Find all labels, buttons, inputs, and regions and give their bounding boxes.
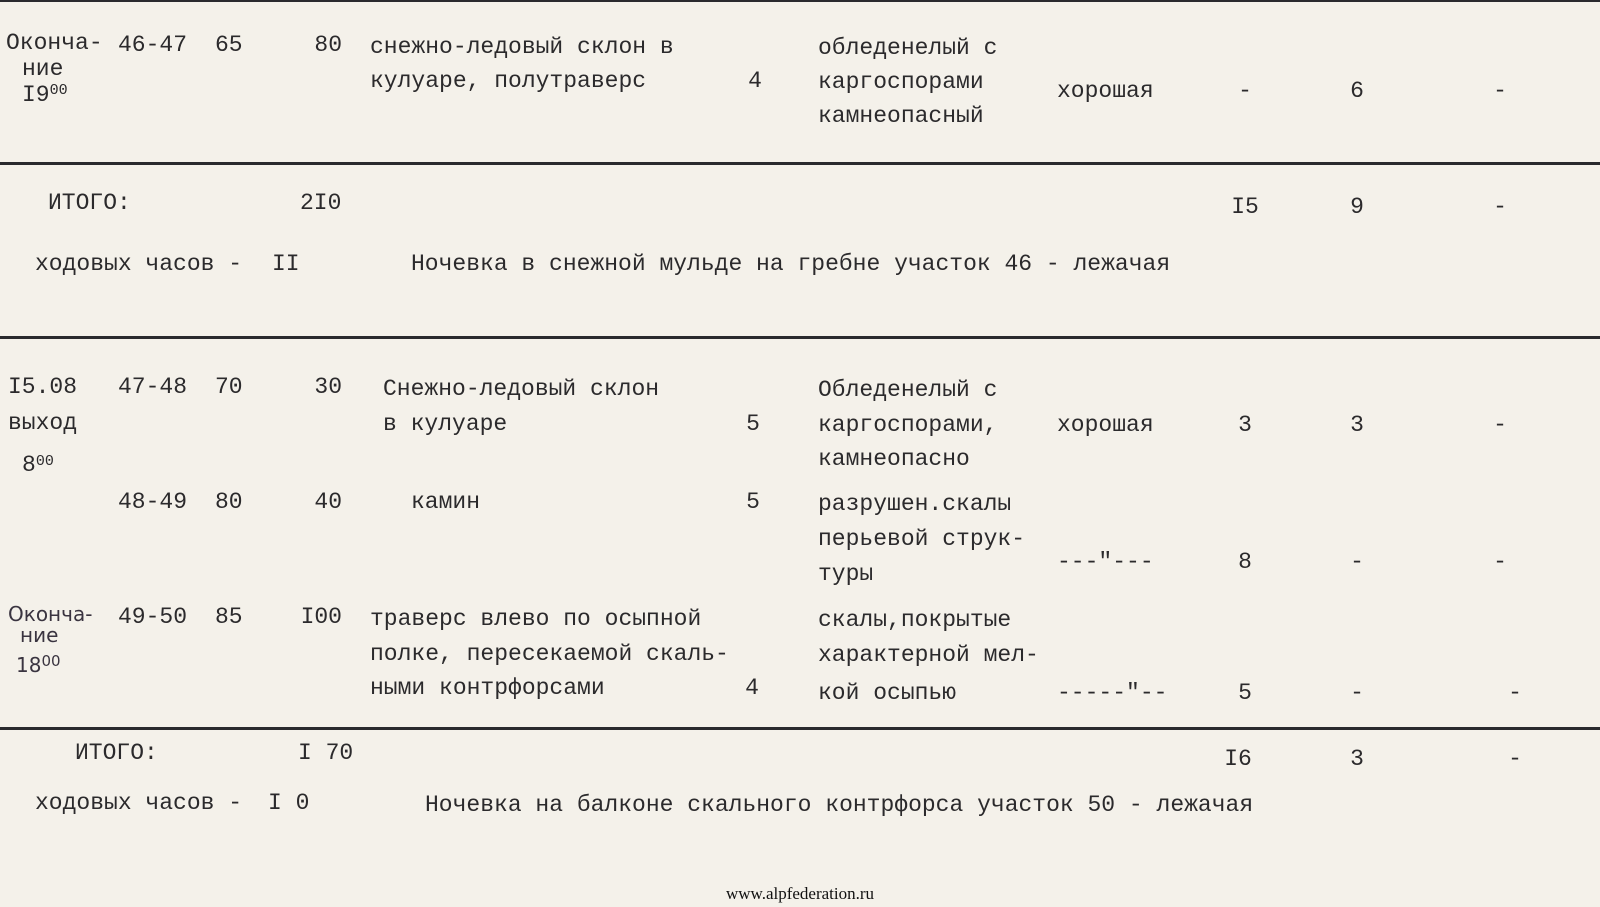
b2-r2-category: 5 bbox=[746, 489, 760, 515]
b2-r1-category: 5 bbox=[746, 411, 760, 437]
b2-r2-hooks-bolt: - bbox=[1493, 549, 1507, 575]
b2-r1-cond-l3: камнеопасно bbox=[818, 446, 970, 472]
b1-r1-cond-l3: камнеопасный bbox=[818, 103, 984, 129]
b2-r3-category: 4 bbox=[745, 675, 759, 701]
b1-r1-category: 4 bbox=[748, 68, 762, 94]
b2-r3-relief-l2: полке, пересекаемой скаль- bbox=[370, 641, 729, 667]
b2-r1-angle: 70 bbox=[215, 374, 243, 400]
rule-after-block2 bbox=[0, 727, 1600, 730]
b2-r1-cond-l2: каргоспорами, bbox=[818, 412, 998, 438]
b2-r3-relief-l3: ными контрфорсами bbox=[370, 675, 605, 701]
b1-r1-section: 46-47 bbox=[118, 32, 188, 58]
b2-bivouac: Ночевка на балконе скального контрфорса участок 50 - лежачая bbox=[425, 792, 1254, 818]
b2-r1-when-l1: I5.08 bbox=[8, 374, 78, 400]
b2-r3-section: 49-50 bbox=[118, 604, 188, 630]
b2-r3-hooks-rock: 5 bbox=[1238, 680, 1252, 706]
b1-r1-relief-l1: снежно-ледовый склон в bbox=[370, 34, 674, 60]
b1-r1-relief-l2: кулуаре, полутраверс bbox=[370, 68, 647, 94]
b2-r3-when-l1: Оконча- bbox=[8, 602, 93, 626]
b2-r3-length: I00 bbox=[300, 604, 342, 630]
b2-r3-cond-l2: характерной мел- bbox=[818, 642, 1039, 668]
b2-r1-relief-l2: в кулуаре bbox=[383, 411, 508, 437]
b2-r3-cond-l1: скалы,покрытые bbox=[818, 607, 1012, 633]
b1-total-length: 2I0 bbox=[300, 190, 342, 216]
b2-r2-length: 40 bbox=[314, 489, 342, 515]
b1-r1-cond-l2: каргоспорами bbox=[818, 69, 984, 95]
b2-r3-when-time: $18^{00}$ bbox=[16, 652, 61, 677]
b1-hours-value: II bbox=[272, 251, 300, 277]
b1-r1-weather: хорошая bbox=[1057, 78, 1154, 104]
rule-top bbox=[0, 0, 1600, 2]
b2-total-hooks-bolt: - bbox=[1508, 746, 1522, 772]
b2-total-label: ИТОГО: bbox=[75, 740, 158, 766]
b2-r2-angle: 80 bbox=[215, 489, 243, 515]
b2-r1-section: 47-48 bbox=[118, 374, 188, 400]
b1-r1-angle: 65 bbox=[215, 32, 243, 58]
b1-r1-when-l1: Оконча- bbox=[6, 30, 103, 56]
b1-hours-label: ходовых часов - bbox=[35, 251, 243, 277]
b2-r1-when-l2: выход bbox=[8, 410, 78, 436]
b2-r3-when-l2: ние bbox=[20, 623, 59, 647]
b1-total-hooks-rock: I5 bbox=[1231, 194, 1259, 220]
b1-r1-when-time: $I9^{00}$ bbox=[22, 82, 68, 108]
b2-r1-length: 30 bbox=[314, 374, 342, 400]
b2-r1-cond-l1: Обледенелый с bbox=[818, 377, 998, 403]
b2-r3-relief-l1: траверс влево по осыпной bbox=[370, 606, 702, 632]
b1-total-label: ИТОГО: bbox=[48, 190, 131, 216]
b2-r2-weather: ---"--- bbox=[1057, 549, 1154, 575]
b2-hours-value: I 0 bbox=[268, 790, 310, 816]
b2-r1-hooks-ice: 3 bbox=[1350, 412, 1364, 438]
b2-r2-cond-l3: туры bbox=[818, 561, 874, 587]
b2-r1-relief-l1: Снежно-ледовый склон bbox=[383, 376, 660, 402]
b2-r1-when-time: $8^{00}$ bbox=[22, 452, 54, 478]
rule-before-block2 bbox=[0, 336, 1600, 339]
b2-r2-section: 48-49 bbox=[118, 489, 188, 515]
b2-r1-hooks-rock: 3 bbox=[1238, 412, 1252, 438]
b1-total-hooks-ice: 9 bbox=[1350, 194, 1364, 220]
b2-r3-angle: 85 bbox=[215, 604, 243, 630]
b1-r1-hooks-bolt: - bbox=[1493, 78, 1507, 104]
b1-r1-hooks-rock: - bbox=[1238, 78, 1252, 104]
b1-r1-cond-l1: обледенелый с bbox=[818, 35, 998, 61]
b2-r1-weather: хорошая bbox=[1057, 412, 1154, 438]
b1-r1-hooks-ice: 6 bbox=[1350, 78, 1364, 104]
b2-r3-hooks-bolt: - bbox=[1508, 680, 1522, 706]
b2-hours-label: ходовых часов - bbox=[35, 790, 243, 816]
b2-r2-hooks-ice: - bbox=[1350, 549, 1364, 575]
b1-total-hooks-bolt: - bbox=[1493, 194, 1507, 220]
b1-bivouac: Ночевка в снежной мульде на гребне участок 46 - лежачая bbox=[411, 251, 1171, 277]
b2-r3-cond-l3: кой осыпью bbox=[818, 680, 957, 706]
b1-r1-when-l2: ние bbox=[22, 56, 64, 82]
b2-r2-cond-l2: перьевой струк- bbox=[818, 526, 1026, 552]
b1-r1-length: 80 bbox=[314, 32, 342, 58]
b2-r1-hooks-bolt: - bbox=[1493, 412, 1507, 438]
b2-r3-hooks-ice: - bbox=[1350, 680, 1364, 706]
b2-r3-weather: -----"-- bbox=[1057, 680, 1168, 706]
b2-total-hooks-ice: 3 bbox=[1350, 746, 1364, 772]
footer-site-url: www.alpfederation.ru bbox=[725, 884, 875, 903]
b2-r2-relief-l1: камин bbox=[411, 489, 481, 515]
rule-after-block1 bbox=[0, 162, 1600, 165]
b2-r2-hooks-rock: 8 bbox=[1238, 549, 1252, 575]
b2-total-length: I 70 bbox=[298, 740, 354, 766]
b2-r2-cond-l1: разрушен.скалы bbox=[818, 491, 1012, 517]
b2-total-hooks-rock: I6 bbox=[1224, 746, 1252, 772]
